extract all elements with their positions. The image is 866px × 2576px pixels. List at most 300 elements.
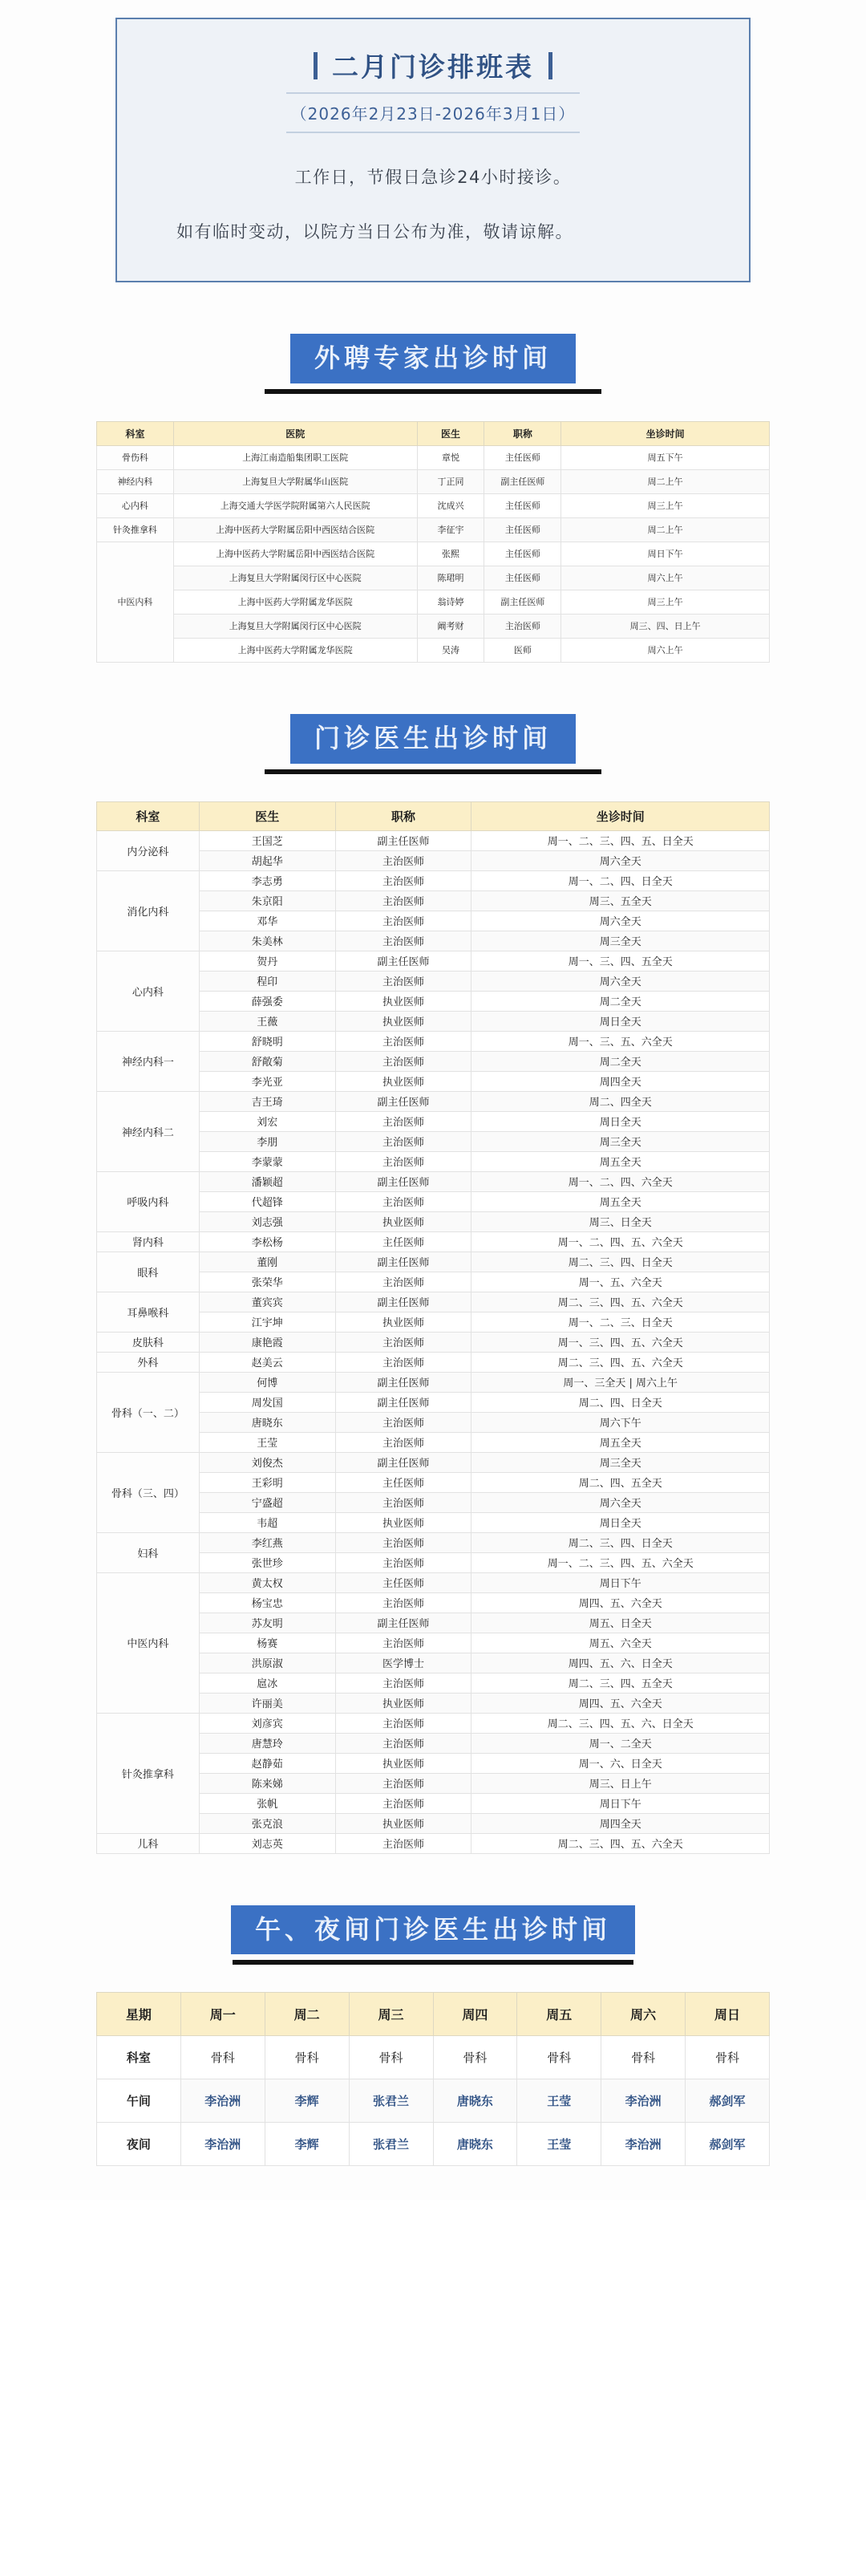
cell-doctor: 陈来娣 (199, 1773, 335, 1793)
cell-time: 周六全天 (471, 971, 770, 991)
cell-department: 神经内科 (97, 469, 174, 493)
cell-time: 周三、四、日上午 (561, 614, 770, 638)
cell-department: 骨科 (433, 2036, 517, 2079)
table-row (97, 1532, 770, 1552)
cell-title: 主任医师 (335, 1472, 471, 1492)
cell-title: 执业医师 (335, 991, 471, 1011)
table-outpatient-col-header-1: 医生 (199, 801, 335, 830)
intro-section (0, 0, 866, 282)
cell-department: 骨科 (517, 2036, 601, 2079)
cell-doctor: 李朋 (199, 1131, 335, 1151)
cell-doctor: 杨宝忠 (199, 1592, 335, 1613)
cell-department: 骨伤科 (97, 445, 174, 469)
cell-doctor: 扈冰 (199, 1673, 335, 1693)
table-expert-col-header-0: 科室 (97, 421, 174, 445)
cell-title: 主治医师 (335, 1552, 471, 1572)
table-expert-col-header-2: 医生 (417, 421, 484, 445)
cell-title: 主治医师 (335, 1733, 471, 1753)
cell-time: 周三上午 (561, 493, 770, 517)
table-expert-wrap (0, 421, 866, 663)
bottom-spacer (0, 2166, 866, 2200)
cell-title: 副主任医师 (335, 1251, 471, 1272)
table-expert-col-header-1: 医院 (173, 421, 417, 445)
cell-department: 骨科 (349, 2036, 433, 2079)
table-row (97, 542, 770, 566)
cell-time: 周日下午 (561, 542, 770, 566)
cell-doctor: 张荣华 (199, 1272, 335, 1292)
cell-doctor: 李辉 (265, 2123, 349, 2166)
cell-doctor: 王薇 (199, 1011, 335, 1031)
cell-title: 副主任医师 (335, 1372, 471, 1392)
banner-expert: 外聘专家出诊时间 (290, 334, 576, 383)
cell-doctor: 唐晓东 (199, 1412, 335, 1432)
cell-title: 副主任医师 (335, 951, 471, 971)
table-night-day-header-5: 周六 (601, 1993, 686, 2036)
cell-doctor: 薛强委 (199, 991, 335, 1011)
cell-doctor: 潘颖超 (199, 1171, 335, 1191)
cell-department: 眼科 (97, 1251, 200, 1292)
cell-time: 周五、六全天 (471, 1633, 770, 1653)
cell-doctor: 康艳霞 (199, 1332, 335, 1352)
table-row (97, 1251, 770, 1272)
cell-doctor: 朱京阳 (199, 890, 335, 911)
cell-title: 主任医师 (484, 445, 561, 469)
cell-title: 主治医师 (335, 971, 471, 991)
table-row (97, 1572, 770, 1592)
cell-title: 医师 (484, 638, 561, 662)
table-row (97, 2123, 770, 2166)
cell-department: 针灸推拿科 (97, 517, 174, 542)
cell-time: 周一、六、日全天 (471, 1753, 770, 1773)
table-row (97, 1231, 770, 1251)
cell-title: 执业医师 (335, 1011, 471, 1031)
table-night-wrap (0, 1992, 866, 2166)
banner-night-rule (233, 1960, 633, 1965)
cell-doctor: 张君兰 (349, 2123, 433, 2166)
table-night-day-header-1: 周二 (265, 1993, 349, 2036)
cell-time: 周一、二、四、六全天 (471, 1171, 770, 1191)
cell-time: 周一、五、六全天 (471, 1272, 770, 1292)
cell-time: 周二、四、五全天 (471, 1472, 770, 1492)
cell-hospital: 上海中医药大学附属龙华医院 (173, 638, 417, 662)
cell-time: 周二、三、四、五、六全天 (471, 1833, 770, 1853)
cell-doctor: 刘志英 (199, 1833, 335, 1853)
cell-doctor: 杨赛 (199, 1633, 335, 1653)
table-row (97, 469, 770, 493)
cell-title: 主治医师 (335, 850, 471, 870)
cell-doctor: 朱美林 (199, 931, 335, 951)
cell-doctor: 胡起华 (199, 850, 335, 870)
section-outpatient (0, 714, 866, 1854)
cell-title: 执业医师 (335, 1312, 471, 1332)
cell-row-label: 科室 (97, 2036, 181, 2079)
cell-title: 主治医师 (335, 931, 471, 951)
cell-time: 周五全天 (471, 1151, 770, 1171)
cell-time: 周一、二、三、四、五、日全天 (471, 830, 770, 850)
cell-time: 周二上午 (561, 517, 770, 542)
cell-doctor: 唐晓东 (433, 2123, 517, 2166)
cell-time: 周五全天 (471, 1191, 770, 1211)
cell-time: 周三上午 (561, 590, 770, 614)
cell-title: 主任医师 (484, 517, 561, 542)
table-row (97, 1332, 770, 1352)
cell-department: 骨科 (686, 2036, 770, 2079)
cell-doctor: 唐晓东 (433, 2079, 517, 2123)
cell-doctor: 李红燕 (199, 1532, 335, 1552)
cell-doctor: 李治洲 (180, 2079, 265, 2123)
cell-hospital: 上海交通大学医学院附属第六人民医院 (173, 493, 417, 517)
cell-hospital: 上海江南造船集团职工医院 (173, 445, 417, 469)
cell-doctor: 苏友明 (199, 1613, 335, 1633)
cell-doctor: 李光亚 (199, 1071, 335, 1091)
cell-time: 周三、五全天 (471, 890, 770, 911)
cell-time: 周二全天 (471, 1051, 770, 1071)
cell-title: 主治医师 (335, 870, 471, 890)
cell-department: 肾内科 (97, 1231, 200, 1251)
cell-doctor: 周发国 (199, 1392, 335, 1412)
table-row (97, 1171, 770, 1191)
cell-title: 副主任医师 (484, 469, 561, 493)
cell-department: 心内科 (97, 493, 174, 517)
cell-title: 主治医师 (335, 1633, 471, 1653)
cell-doctor: 刘志强 (199, 1211, 335, 1231)
cell-title: 主治医师 (335, 1773, 471, 1793)
table-row (97, 566, 770, 590)
cell-doctor: 代超锋 (199, 1191, 335, 1211)
table-night-header-row (97, 1993, 770, 2036)
cell-doctor: 舒晓明 (199, 1031, 335, 1051)
cell-title: 主治医师 (335, 911, 471, 931)
table-row (97, 1452, 770, 1472)
cell-hospital: 上海复旦大学附属闵行区中心医院 (173, 614, 417, 638)
table-row (97, 951, 770, 971)
cell-row-label: 午间 (97, 2079, 181, 2123)
intro-line-notice: 如有临时变动，以院方当日公布为准，敬请谅解。 (176, 222, 573, 241)
cell-title: 主治医师 (335, 1131, 471, 1151)
cell-time: 周一、二、四、五、六全天 (471, 1231, 770, 1251)
cell-doctor: 许丽美 (199, 1693, 335, 1713)
cell-title: 主治医师 (335, 1151, 471, 1171)
cell-title: 主治医师 (335, 1332, 471, 1352)
cell-department: 内分泌科 (97, 830, 200, 870)
cell-title: 主任医师 (335, 1572, 471, 1592)
cell-doctor: 王彩明 (199, 1472, 335, 1492)
cell-doctor: 刘宏 (199, 1111, 335, 1131)
cell-doctor: 黄太权 (199, 1572, 335, 1592)
vertical-bar-icon-right (548, 52, 552, 79)
cell-time: 周三、日上午 (471, 1773, 770, 1793)
section-night (0, 1905, 866, 2167)
cell-doctor: 董宾宾 (199, 1292, 335, 1312)
cell-title: 副主任医师 (335, 1613, 471, 1633)
table-row (97, 590, 770, 614)
cell-doctor: 张君兰 (349, 2079, 433, 2123)
cell-department: 骨科 (601, 2036, 686, 2079)
cell-department: 针灸推拿科 (97, 1713, 200, 1833)
cell-title: 主治医师 (335, 1432, 471, 1452)
cell-title: 主治医师 (335, 890, 471, 911)
cell-doctor: 张帆 (199, 1793, 335, 1813)
cell-time: 周六全天 (471, 1492, 770, 1512)
cell-time: 周一、二全天 (471, 1733, 770, 1753)
cell-time: 周三全天 (471, 931, 770, 951)
intro-body (162, 160, 704, 249)
table-night (96, 1992, 770, 2166)
cell-title: 主任医师 (335, 1231, 471, 1251)
cell-time: 周日全天 (471, 1011, 770, 1031)
table-expert-col-header-3: 职称 (484, 421, 561, 445)
cell-doctor: 刘俊杰 (199, 1452, 335, 1472)
cell-department: 皮肤科 (97, 1332, 200, 1352)
cell-time: 周一、二、三、日全天 (471, 1312, 770, 1332)
table-row (97, 445, 770, 469)
cell-department: 消化内科 (97, 870, 200, 951)
table-expert-header-row (97, 421, 770, 445)
cell-doctor: 李征宇 (417, 517, 484, 542)
cell-title: 副主任医师 (335, 1292, 471, 1312)
table-outpatient-col-header-2: 职称 (335, 801, 471, 830)
table-row (97, 638, 770, 662)
cell-time: 周四全天 (471, 1071, 770, 1091)
cell-title: 副主任医师 (335, 1091, 471, 1111)
cell-title: 主治医师 (335, 1051, 471, 1071)
cell-time: 周日全天 (471, 1111, 770, 1131)
cell-time: 周日全天 (471, 1512, 770, 1532)
cell-time: 周六全天 (471, 911, 770, 931)
table-outpatient-col-header-0: 科室 (97, 801, 200, 830)
cell-hospital: 上海复旦大学附属闵行区中心医院 (173, 566, 417, 590)
intro-line-hours: 工作日，节假日急诊24小时接诊。 (294, 168, 572, 187)
cell-time: 周二、四全天 (471, 1091, 770, 1111)
cell-time: 周三、日全天 (471, 1211, 770, 1231)
banner-outpatient-rule (265, 769, 601, 774)
banner-night-wrap (0, 1905, 866, 1965)
cell-time: 周四、五、六、日全天 (471, 1653, 770, 1673)
cell-time: 周一、三、四、五全天 (471, 951, 770, 971)
cell-doctor: 李治洲 (180, 2123, 265, 2166)
cell-title: 执业医师 (335, 1693, 471, 1713)
cell-title: 副主任医师 (335, 1392, 471, 1412)
cell-doctor: 何博 (199, 1372, 335, 1392)
cell-time: 周一、二、三、四、五、六全天 (471, 1552, 770, 1572)
cell-time: 周二、三、四、五全天 (471, 1673, 770, 1693)
cell-time: 周一、二、四、日全天 (471, 870, 770, 890)
cell-doctor: 宁盛超 (199, 1492, 335, 1512)
cell-doctor: 张世珍 (199, 1552, 335, 1572)
table-outpatient (96, 801, 770, 1854)
cell-time: 周日下午 (471, 1793, 770, 1813)
table-night-day-header-3: 周四 (433, 1993, 517, 2036)
cell-doctor: 章悦 (417, 445, 484, 469)
table-row (97, 830, 770, 850)
cell-title: 主治医师 (335, 1191, 471, 1211)
cell-title: 主任医师 (484, 566, 561, 590)
cell-row-label: 夜间 (97, 2123, 181, 2166)
banner-night: 午、夜间门诊医生出诊时间 (231, 1905, 635, 1955)
cell-title: 副主任医师 (335, 1171, 471, 1191)
cell-title: 主治医师 (335, 1492, 471, 1512)
cell-time: 周五、日全天 (471, 1613, 770, 1633)
cell-doctor: 李治洲 (601, 2079, 686, 2123)
table-night-day-header-2: 周三 (349, 1993, 433, 2036)
cell-time: 周四、五、六全天 (471, 1693, 770, 1713)
cell-department: 妇科 (97, 1532, 200, 1572)
cell-title: 医学博士 (335, 1653, 471, 1673)
cell-department: 神经内科一 (97, 1031, 200, 1091)
cell-department: 中医内科 (97, 542, 174, 662)
cell-time: 周四全天 (471, 1813, 770, 1833)
table-row (97, 1833, 770, 1853)
cell-doctor: 李辉 (265, 2079, 349, 2123)
cell-doctor: 洪原淑 (199, 1653, 335, 1673)
cell-doctor: 王国芝 (199, 830, 335, 850)
table-night-day-header-4: 周五 (517, 1993, 601, 2036)
table-row (97, 1713, 770, 1733)
cell-department: 耳鼻喉科 (97, 1292, 200, 1332)
cell-time: 周一、三、四、五、六全天 (471, 1332, 770, 1352)
cell-department: 中医内科 (97, 1572, 200, 1713)
table-outpatient-col-header-3: 坐诊时间 (471, 801, 770, 830)
table-row (97, 1352, 770, 1372)
cell-title: 主治医师 (335, 1272, 471, 1292)
cell-doctor: 韦超 (199, 1512, 335, 1532)
cell-title: 主治医师 (335, 1673, 471, 1693)
cell-title: 主治医师 (484, 614, 561, 638)
cell-doctor: 唐慧玲 (199, 1733, 335, 1753)
cell-doctor: 李志勇 (199, 870, 335, 890)
cell-time: 周五下午 (561, 445, 770, 469)
cell-department: 外科 (97, 1352, 200, 1372)
cell-title: 主治医师 (335, 1031, 471, 1051)
cell-title: 主治医师 (335, 1111, 471, 1131)
section-expert (0, 334, 866, 663)
cell-title: 执业医师 (335, 1512, 471, 1532)
cell-doctor: 沈成兴 (417, 493, 484, 517)
table-row (97, 1292, 770, 1312)
cell-department: 心内科 (97, 951, 200, 1031)
cell-time: 周二、三、四、五、六、日全天 (471, 1713, 770, 1733)
cell-time: 周五全天 (471, 1432, 770, 1452)
cell-time: 周三全天 (471, 1131, 770, 1151)
cell-doctor: 程印 (199, 971, 335, 991)
table-row (97, 614, 770, 638)
table-row (97, 517, 770, 542)
cell-doctor: 翁诗婷 (417, 590, 484, 614)
cell-time: 周二上午 (561, 469, 770, 493)
cell-doctor: 赵美云 (199, 1352, 335, 1372)
cell-title: 主任医师 (484, 542, 561, 566)
cell-doctor: 张熙 (417, 542, 484, 566)
cell-title: 主治医师 (335, 1833, 471, 1853)
cell-doctor: 丁正同 (417, 469, 484, 493)
cell-doctor: 江宇坤 (199, 1312, 335, 1332)
cell-doctor: 董刚 (199, 1251, 335, 1272)
cell-time: 周二、三、四、五、六全天 (471, 1292, 770, 1312)
cell-title: 主治医师 (335, 1412, 471, 1432)
table-night-day-header-0: 周一 (180, 1993, 265, 2036)
cell-hospital: 上海中医药大学附属岳阳中西医结合医院 (173, 542, 417, 566)
cell-doctor: 舒敞菊 (199, 1051, 335, 1071)
cell-time: 周日下午 (471, 1572, 770, 1592)
intro-subtitle-row (162, 92, 704, 133)
cell-doctor: 阚考财 (417, 614, 484, 638)
cell-time: 周一、三全天 | 周六上午 (471, 1372, 770, 1392)
cell-title: 副主任医师 (335, 830, 471, 850)
cell-title: 执业医师 (335, 1071, 471, 1091)
cell-doctor: 郝剑军 (686, 2123, 770, 2166)
cell-title: 主治医师 (335, 1713, 471, 1733)
cell-doctor: 李治洲 (601, 2123, 686, 2166)
cell-hospital: 上海中医药大学附属岳阳中西医结合医院 (173, 517, 417, 542)
cell-doctor: 吉王琦 (199, 1091, 335, 1111)
table-row (97, 2036, 770, 2079)
cell-department: 呼吸内科 (97, 1171, 200, 1231)
page-title: 二月门诊排班表 (332, 51, 534, 83)
table-outpatient-header-row (97, 801, 770, 830)
cell-doctor: 王莹 (517, 2123, 601, 2166)
cell-title: 执业医师 (335, 1813, 471, 1833)
banner-expert-rule (265, 389, 601, 394)
table-night-day-header-6: 周日 (686, 1993, 770, 2036)
table-row (97, 1091, 770, 1111)
cell-department: 骨科 (265, 2036, 349, 2079)
date-range: （2026年2月23日-2026年3月1日） (286, 92, 581, 133)
intro-card (115, 18, 751, 282)
cell-doctor: 郝剑军 (686, 2079, 770, 2123)
table-night-corner-header: 星期 (97, 1993, 181, 2036)
cell-hospital: 上海中医药大学附属龙华医院 (173, 590, 417, 614)
cell-hospital: 上海复旦大学附属华山医院 (173, 469, 417, 493)
cell-department: 神经内科二 (97, 1091, 200, 1171)
table-row (97, 493, 770, 517)
cell-doctor: 贺丹 (199, 951, 335, 971)
cell-title: 主治医师 (335, 1532, 471, 1552)
cell-title: 主治医师 (335, 1793, 471, 1813)
cell-department: 骨科（一、二） (97, 1372, 200, 1452)
cell-title: 主治医师 (335, 1592, 471, 1613)
cell-time: 周六上午 (561, 638, 770, 662)
cell-doctor: 张克浪 (199, 1813, 335, 1833)
cell-title: 主治医师 (335, 1352, 471, 1372)
cell-time: 周六下午 (471, 1412, 770, 1432)
cell-time: 周一、三、五、六全天 (471, 1031, 770, 1051)
table-row (97, 870, 770, 890)
cell-department: 骨科 (180, 2036, 265, 2079)
cell-doctor: 李蒙蒙 (199, 1151, 335, 1171)
table-row (97, 1372, 770, 1392)
table-outpatient-wrap (0, 801, 866, 1854)
vertical-bar-icon-left (314, 52, 318, 79)
cell-time: 周二、三、四、日全天 (471, 1532, 770, 1552)
table-row (97, 1031, 770, 1051)
cell-doctor: 赵静茹 (199, 1753, 335, 1773)
table-row (97, 2079, 770, 2123)
cell-doctor: 刘彦宾 (199, 1713, 335, 1733)
intro-title-row (162, 47, 704, 84)
cell-doctor: 陈珺明 (417, 566, 484, 590)
cell-time: 周二、三、四、五、六全天 (471, 1352, 770, 1372)
cell-department: 儿科 (97, 1833, 200, 1853)
cell-time: 周二、四、日全天 (471, 1392, 770, 1412)
cell-title: 副主任医师 (484, 590, 561, 614)
banner-outpatient: 门诊医生出诊时间 (290, 714, 576, 764)
cell-time: 周二、三、四、日全天 (471, 1251, 770, 1272)
cell-department: 骨科（三、四） (97, 1452, 200, 1532)
cell-title: 执业医师 (335, 1753, 471, 1773)
cell-doctor: 吴涛 (417, 638, 484, 662)
cell-doctor: 李松杨 (199, 1231, 335, 1251)
cell-time: 周六上午 (561, 566, 770, 590)
